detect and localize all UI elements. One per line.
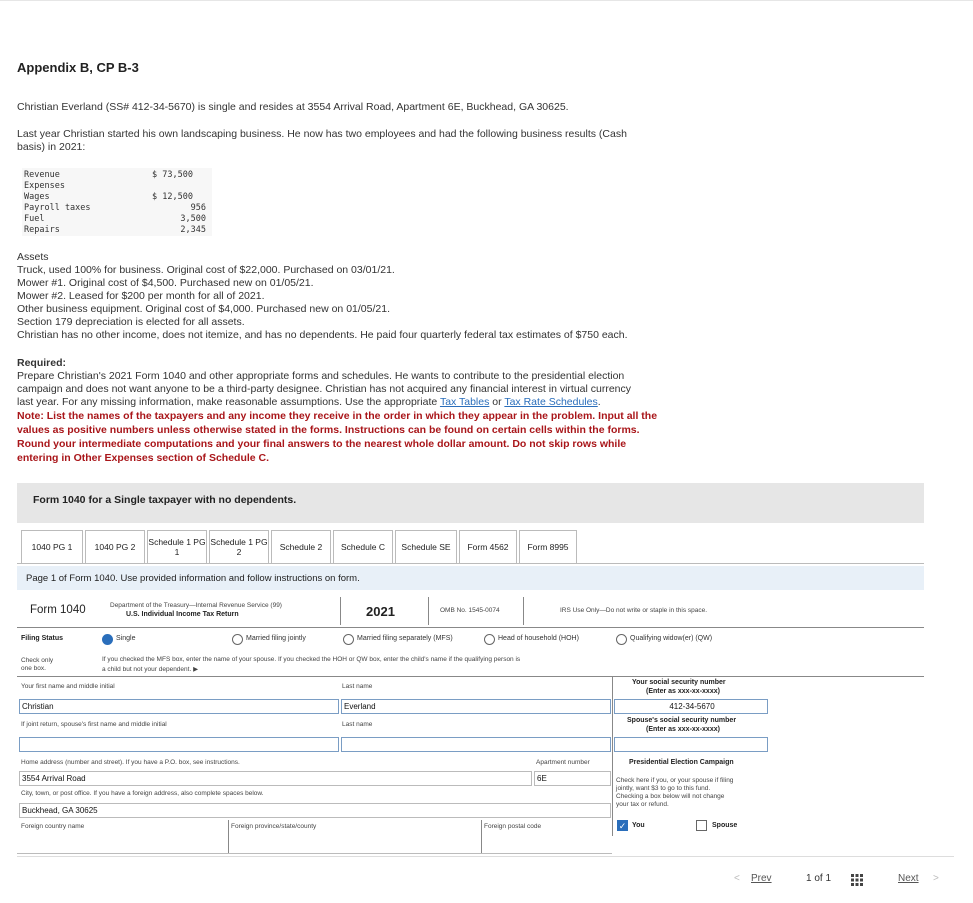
tab-1040-pg2[interactable]: [85, 530, 145, 564]
mfs-note-1: If you checked the MFS box, enter the name of your spouse. If you checked the HOH or QW box, enter the child's name if the qualifying person is: [102, 656, 521, 663]
prev-button[interactable]: Prev: [751, 873, 772, 884]
foreign-country-label: Foreign country name: [21, 823, 85, 830]
first-name-input[interactable]: Christian: [19, 699, 339, 714]
filing-mfj-label: Married filing jointly: [246, 635, 306, 642]
tab-divider: [17, 563, 924, 564]
mfs-note-2: a child but not your dependent. ▶: [102, 666, 199, 673]
tab-label: Schedule 1 PG 2: [210, 537, 268, 557]
asset-line: Christian has no other income, does not itemize, and has no dependents. He paid four quarterly federal tax estimates of $750 each.: [17, 329, 628, 341]
required-heading: Required:: [17, 357, 67, 369]
apartment-input[interactable]: 6E: [534, 771, 611, 786]
tab-label: Form 8995: [527, 542, 569, 552]
filing-hoh-radio[interactable]: [484, 634, 495, 645]
asset-line: Section 179 depreciation is elected for all assets.: [17, 316, 245, 328]
note-text-1: Note: List the names of the taxpayers and any income they receive in the order in which they appear in the problem. Input all the: [17, 410, 658, 422]
tab-schedule1-pg1[interactable]: [147, 530, 207, 564]
spouse-first-name-label: If joint return, spouse's first name and middle initial: [21, 721, 167, 728]
payroll-value: 956: [190, 203, 206, 213]
payroll-label: Payroll taxes: [24, 203, 91, 213]
spouse-last-name-input[interactable]: [341, 737, 611, 752]
business-text-2: basis) in 2021:: [17, 141, 86, 153]
filing-single-label: Single: [116, 635, 136, 642]
filing-mfj-radio[interactable]: [232, 634, 243, 645]
tax-tables-link[interactable]: Tax Tables: [439, 396, 490, 408]
required-text-3-post: .: [597, 396, 601, 408]
expenses-label: Expenses: [24, 181, 65, 191]
header-divider: [428, 597, 429, 625]
fuel-label: Fuel: [24, 214, 45, 224]
ssn-format-label: (Enter as xxx-xx-xxxx): [646, 688, 720, 695]
form-name: Form 1040: [30, 604, 86, 616]
repairs-value: 2,345: [180, 225, 206, 235]
tab-label: Schedule SE: [401, 542, 451, 552]
home-address-label: Home address (number and street). If you have a P.O. box, see instructions.: [21, 759, 240, 766]
apartment-label: Apartment number: [536, 759, 590, 766]
foreign-divider: [228, 820, 229, 854]
spouse-first-name-input[interactable]: [19, 737, 339, 752]
assets-heading: Assets: [17, 251, 49, 263]
next-chevron-icon: >: [933, 873, 939, 884]
asset-line: Mower #1. Original cost of $4,500. Purchased new on 01/05/21.: [17, 277, 314, 289]
tab-label: Schedule 1 PG 1: [148, 537, 206, 557]
form-bottom-rule: [17, 853, 612, 854]
required-text-3-mid: or: [489, 396, 505, 408]
spouse-last-name-label: Last name: [342, 721, 373, 728]
pec-spouse-label: Spouse: [712, 822, 738, 829]
city-label: City, town, or post office. If you have a foreign address, also complete spaces below.: [21, 790, 264, 797]
city-input[interactable]: Buckhead, GA 30625: [19, 803, 611, 818]
asset-line: Truck, used 100% for business. Original cost of $22,000. Purchased on 03/01/21.: [17, 264, 395, 276]
required-text-3: [17, 396, 717, 409]
pec-text-2: jointly, want $3 to go to this fund.: [616, 785, 711, 792]
note-text-3: Round your intermediate computations and your final answers to the nearest whole dollar amount. Do not skip rows while: [17, 438, 627, 450]
pec-you-checkbox[interactable]: ✓: [618, 821, 627, 831]
foreign-divider: [481, 820, 482, 854]
dept-line-1: Department of the Treasury—Internal Revenue Service (99): [110, 602, 282, 609]
filing-status-label: Filing Status: [21, 635, 63, 642]
next-button[interactable]: Next: [898, 873, 919, 884]
wages-value: $ 12,500: [152, 192, 193, 202]
grid-icon[interactable]: [851, 873, 863, 885]
tab-1040-pg1[interactable]: [21, 530, 83, 564]
tab-schedule1-pg2[interactable]: [209, 530, 269, 564]
tab-label: Schedule 2: [279, 542, 323, 552]
tab-label: Schedule C: [341, 542, 385, 552]
spouse-ssn-label: Spouse's social security number: [627, 717, 737, 724]
required-text-1: Prepare Christian's 2021 Form 1040 and other appropriate forms and schedules. He wants to contribute to the presidential election: [17, 370, 625, 382]
page-instructions-text: Page 1 of Form 1040. Use provided information and follow instructions on form.: [26, 573, 360, 584]
tab-form-8995[interactable]: [519, 530, 577, 564]
asset-line: Mower #2. Leased for $200 per month for all of 2021.: [17, 290, 265, 302]
spouse-ssn-format-label: (Enter as xxx-xx-xxxx): [646, 726, 720, 733]
spouse-ssn-input[interactable]: [614, 737, 768, 752]
repairs-label: Repairs: [24, 225, 60, 235]
pec-text-4: your tax or refund.: [616, 801, 669, 808]
revenue-label: Revenue: [24, 170, 60, 180]
pec-you-label: You: [632, 822, 645, 829]
tax-year: 2021: [366, 604, 395, 619]
tab-label: Form 4562: [467, 542, 509, 552]
asset-line: Other business equipment. Original cost of $4,000. Purchased new on 01/05/21.: [17, 303, 390, 315]
foreign-postal-label: Foreign postal code: [484, 823, 542, 830]
tab-label: 1040 PG 1: [31, 542, 73, 552]
filing-mfs-label: Married filing separately (MFS): [357, 635, 453, 642]
tab-schedule-c[interactable]: [333, 530, 393, 564]
omb-number: OMB No. 1545-0074: [440, 607, 500, 614]
first-name-label: Your first name and middle initial: [21, 683, 115, 690]
note-text-4: entering in Other Expenses section of Schedule C.: [17, 452, 270, 464]
panel-title: Form 1040 for a Single taxpayer with no dependents.: [33, 494, 297, 506]
pec-text-1: Check here if you, or your spouse if filing: [616, 777, 734, 784]
last-name-label: Last name: [342, 683, 373, 690]
header-divider: [523, 597, 524, 625]
financials-table: [22, 168, 212, 236]
pec-title: Presidential Election Campaign: [629, 759, 734, 766]
form-rule: [17, 676, 924, 677]
wages-label: Wages: [24, 192, 50, 202]
tab-label: 1040 PG 2: [94, 542, 136, 552]
pec-spouse-checkbox[interactable]: [696, 820, 707, 831]
tab-schedule-se[interactable]: [395, 530, 457, 564]
intro-text: Christian Everland (SS# 412-34-5670) is single and resides at 3554 Arrival Road, Apartment 6E, Buckhead, GA 30625.: [17, 101, 569, 113]
one-box-label: one box.: [21, 665, 46, 672]
revenue-value: $ 73,500: [152, 170, 193, 180]
dept-line-2: U.S. Individual Income Tax Return: [126, 611, 239, 618]
filing-mfs-radio[interactable]: [343, 634, 354, 645]
filing-qw-radio[interactable]: [616, 634, 627, 645]
fuel-value: 3,500: [180, 214, 206, 224]
pec-text-3: Checking a box below will not change: [616, 793, 725, 800]
required-text-3-pre: last year. For any missing information, make reasonable assumptions. Use the appropriate: [17, 396, 440, 408]
tab-form-4562[interactable]: [459, 530, 517, 564]
filing-hoh-label: Head of household (HOH): [498, 635, 579, 642]
footer-divider: [17, 856, 954, 857]
check-only-label: Check only: [21, 657, 54, 664]
foreign-province-label: Foreign province/state/county: [231, 823, 317, 830]
header-divider: [340, 597, 341, 625]
page-title: Appendix B, CP B-3: [17, 60, 139, 75]
form-header-rule: [17, 627, 924, 628]
ssn-input[interactable]: 412-34-5670: [614, 699, 768, 714]
irs-use-only: IRS Use Only—Do not write or staple in this space.: [560, 607, 708, 614]
filing-single-radio[interactable]: [102, 634, 113, 645]
prev-chevron-icon: <: [734, 873, 740, 884]
home-address-input[interactable]: 3554 Arrival Road: [19, 771, 532, 786]
last-name-input[interactable]: Everland: [341, 699, 611, 714]
tax-rate-schedules-link[interactable]: Tax Rate Schedules: [504, 396, 598, 408]
required-text-2: campaign and does not want anyone to be a third-party designee. Christian has not acquired any financial interest in virtual currency: [17, 383, 632, 395]
note-text-2: values as positive numbers unless otherwise stated in the forms. Instructions can be found on certain cells within the forms.: [17, 424, 640, 436]
filing-qw-label: Qualifying widow(er) (QW): [630, 635, 713, 642]
right-column-divider: [612, 676, 613, 836]
ssn-label: Your social security number: [632, 679, 726, 686]
tab-schedule2[interactable]: [271, 530, 331, 564]
top-divider: [0, 0, 973, 1]
business-text-1: Last year Christian started his own landscaping business. He now has two employees and had the following business results (Cash: [17, 128, 627, 140]
page-indicator: 1 of 1: [806, 873, 832, 884]
